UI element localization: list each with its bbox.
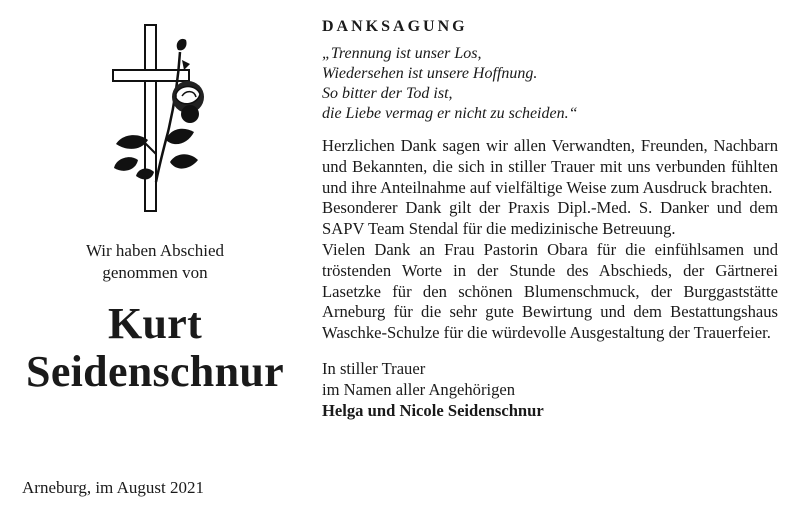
poem: [322, 44, 778, 124]
poem-line-4: die Liebe vermag er nicht zu scheiden.“: [322, 105, 578, 122]
closing: [322, 358, 778, 421]
deceased-first-name: Kurt: [107, 299, 203, 348]
closing-line-1: In stiller Trauer: [322, 358, 426, 378]
thanks-paragraph-2: Besonderer Dank gilt der Praxis Dipl.-Med. S. Danker und dem SAPV Team Stendal für die medizinische Betreuung.: [322, 198, 778, 239]
place-date: Arneburg, im August 2021: [22, 478, 204, 497]
poem-line-2: Wiedersehen ist unsere Hoffnung.: [322, 65, 538, 82]
closing-line-2: im Namen aller Angehörigen: [322, 379, 516, 399]
thanks-paragraph-1: Herzlichen Dank sagen wir allen Verwandten, Freunden, Nachbarn und Bekannten, die sich in stiller Trauer mit uns verbunden fühlten und ihre Anteilnahme auf vielfältige Weise zum Ausdruck brachten.: [322, 136, 778, 197]
deceased-last-name: Seidenschnur: [26, 347, 284, 396]
farewell-line-1: Wir haben Abschied: [85, 241, 225, 260]
deceased-name: [0, 300, 310, 396]
closing-names: Helga und Nicole Seidenschnur: [322, 400, 544, 420]
right-column: [322, 18, 778, 421]
farewell-text: [0, 240, 310, 284]
poem-line-1: „Trennung ist unser Los,: [322, 45, 482, 62]
cross-with-rose-icon: [108, 22, 218, 217]
left-column: [0, 0, 310, 517]
poem-line-3: So bitter der Tod ist,: [322, 85, 453, 102]
thanks-paragraph-3: Vielen Dank an Frau Pastorin Obara für die einfühlsamen und tröstenden Worte in der Stunde des Abschieds, der Gärtnerei Lasetzke für den schönen Blumenschmuck, der Burggaststätte Arneburg für die sehr gute Bewirtung und dem Bestattungshaus Waschke-Schulze für die würdevolle Ausgestaltung der Trauerfeier.: [322, 239, 778, 343]
thanks-body: [322, 136, 778, 344]
heading: DANKSAGUNG: [322, 18, 468, 35]
farewell-line-2: genommen von: [102, 263, 208, 282]
